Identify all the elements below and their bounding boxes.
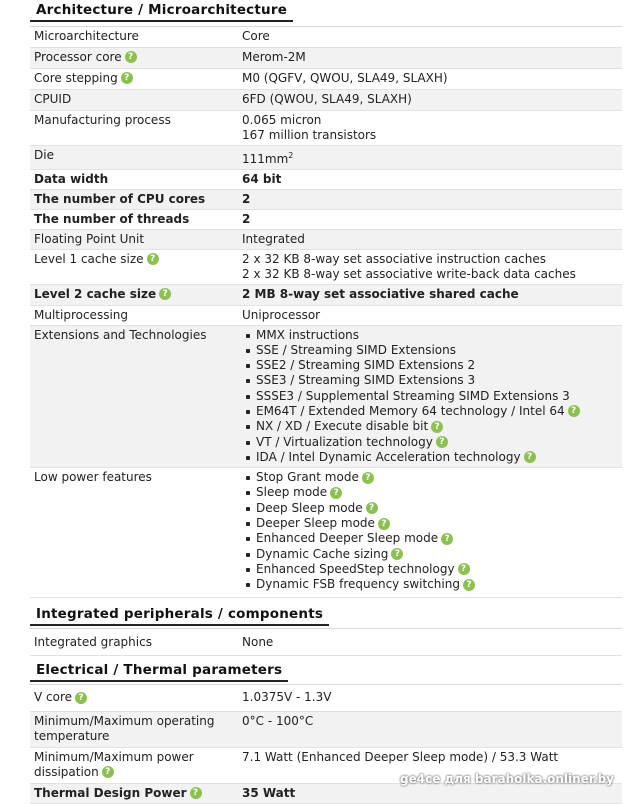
row-value: 2 — [234, 189, 622, 209]
help-icon[interactable]: ? — [159, 288, 171, 300]
row-value: Uniprocessor — [242, 307, 321, 322]
row-label: Thermal Design Power — [34, 785, 187, 800]
table-row — [30, 685, 622, 711]
table-row — [30, 169, 622, 189]
list-item: SSSE3 / Supplemental Streaming SIMD Extensions 3 — [256, 389, 618, 404]
help-icon[interactable]: ? — [102, 766, 114, 778]
row-value: 7.1 Watt (Enhanced Deeper Sleep mode) / 53.3 Watt — [242, 749, 559, 764]
row-value: 1.0375V - 1.3V — [242, 690, 332, 704]
row-value: Integrated — [234, 229, 622, 249]
table-row — [30, 711, 622, 747]
help-icon[interactable]: ? — [441, 533, 453, 545]
list-item: MMX instructions — [256, 328, 618, 343]
list-item: NX / XD / Execute disable bit ? — [256, 419, 618, 434]
watermark: ge4ce для baraholka.onliner.by — [400, 772, 614, 786]
row-value: 111mm — [242, 151, 289, 166]
row-label: Core stepping — [34, 70, 118, 85]
help-icon[interactable]: ? — [524, 451, 536, 463]
table-row — [30, 783, 622, 803]
row-label: Manufacturing process — [34, 112, 171, 127]
row-value: 2 MB 8-way set associative shared cache — [234, 284, 622, 305]
row-value: None — [242, 635, 274, 649]
row-value: 35 Watt — [234, 783, 622, 803]
low-power-list — [242, 470, 618, 592]
table-row — [30, 145, 622, 169]
row-label: V core — [34, 690, 73, 704]
row-label: The number of threads — [34, 211, 190, 226]
row-label: Low power features — [34, 470, 152, 485]
help-icon[interactable]: ? — [121, 72, 133, 84]
row-label: CPUID — [30, 89, 234, 110]
row-label: Extensions and Technologies — [30, 325, 234, 468]
row-label: Processor core — [34, 49, 122, 64]
help-icon[interactable]: ? — [366, 502, 378, 514]
list-item: Enhanced Deeper Sleep mode ? — [256, 531, 618, 546]
row-label: Level 1 cache size — [34, 251, 144, 266]
table-row — [30, 249, 622, 284]
peripherals-heading: Integrated peripherals / components — [30, 606, 329, 626]
row-label: Data width — [34, 171, 109, 186]
row-label: Microarchitecture — [34, 29, 139, 43]
row-label: Multiprocessing — [34, 307, 129, 322]
row-label: Minimum/Maximum operating — [34, 713, 215, 728]
list-item: VT / Virtualization technology ? — [256, 435, 618, 450]
list-item: Enhanced SpeedStep technology ? — [256, 562, 618, 577]
help-icon[interactable]: ? — [362, 472, 374, 484]
table-row — [30, 629, 622, 655]
row-value: 0.065 micron — [242, 112, 322, 127]
row-label: dissipation — [34, 764, 99, 779]
table-row — [30, 47, 622, 68]
row-value: 167 million transistors — [242, 127, 377, 142]
help-icon[interactable]: ? — [190, 787, 202, 799]
row-value: 6FD (QWOU, SLA49, SLAXH) — [234, 89, 622, 110]
row-value: Core — [242, 29, 270, 43]
row-value: Merom-2M — [234, 47, 622, 68]
table-row — [30, 468, 622, 598]
row-value: 2 x 32 KB 8-way set associative instruction caches — [242, 251, 547, 266]
peripherals-section — [30, 606, 622, 656]
row-value: M0 (QGFV, QWOU, SLA49, SLAXH) — [242, 70, 448, 85]
row-label: Minimum/Maximum power — [34, 749, 194, 764]
help-icon[interactable]: ? — [431, 421, 443, 433]
help-icon[interactable]: ? — [436, 436, 448, 448]
superscript: 2 — [288, 150, 294, 160]
list-item: Sleep mode ? — [256, 485, 618, 500]
help-icon[interactable]: ? — [75, 692, 87, 704]
row-label: Floating Point Unit — [30, 229, 234, 249]
table-row — [30, 89, 622, 110]
list-item: Stop Grant mode ? — [256, 470, 618, 485]
table-row — [30, 110, 622, 145]
row-label: Level 2 cache size — [34, 286, 157, 301]
list-item: Deep Sleep mode ? — [256, 501, 618, 516]
row-value: 2 x 32 KB 8-way set associative write-back data caches — [242, 266, 576, 281]
help-icon[interactable]: ? — [568, 405, 580, 417]
row-value: 64 bit — [242, 171, 282, 186]
help-icon[interactable]: ? — [391, 548, 403, 560]
help-icon[interactable]: ? — [125, 51, 137, 63]
row-value: 0°C - 100°C — [234, 711, 622, 747]
table-row — [30, 68, 622, 89]
row-label: Die — [30, 145, 234, 169]
table-row — [30, 229, 622, 249]
list-item: SSE2 / Streaming SIMD Extensions 2 — [256, 358, 618, 373]
help-icon[interactable]: ? — [458, 563, 470, 575]
table-row — [30, 189, 622, 209]
table-row — [30, 325, 622, 468]
architecture-heading: Architecture / Microarchitecture — [30, 2, 293, 22]
architecture-table — [30, 27, 622, 598]
extensions-list — [242, 328, 618, 466]
list-item: SSE / Streaming SIMD Extensions — [256, 343, 618, 358]
table-row — [30, 209, 622, 229]
table-row — [30, 305, 622, 325]
list-item: Deeper Sleep mode ? — [256, 516, 618, 531]
help-icon[interactable]: ? — [378, 518, 390, 530]
row-label: The number of CPU cores — [30, 189, 234, 209]
help-icon[interactable]: ? — [147, 253, 159, 265]
list-item: EM64T / Extended Memory 64 technology / Intel 64 ? — [256, 404, 618, 419]
list-item: Dynamic FSB frequency switching ? — [256, 577, 618, 592]
row-label: Integrated graphics — [34, 635, 152, 649]
help-icon[interactable]: ? — [330, 487, 342, 499]
architecture-section — [30, 2, 622, 598]
list-item: Dynamic Cache sizing ? — [256, 547, 618, 562]
list-item: SSE3 / Streaming SIMD Extensions 3 — [256, 373, 618, 388]
table-row — [30, 284, 622, 305]
help-icon[interactable]: ? — [463, 579, 475, 591]
table-row — [30, 27, 622, 47]
peripherals-table — [30, 629, 622, 656]
electrical-heading: Electrical / Thermal parameters — [30, 662, 288, 682]
row-label: temperature — [34, 728, 110, 743]
list-item: IDA / Intel Dynamic Acceleration technology ? — [256, 450, 618, 465]
row-value: 2 — [242, 211, 251, 226]
